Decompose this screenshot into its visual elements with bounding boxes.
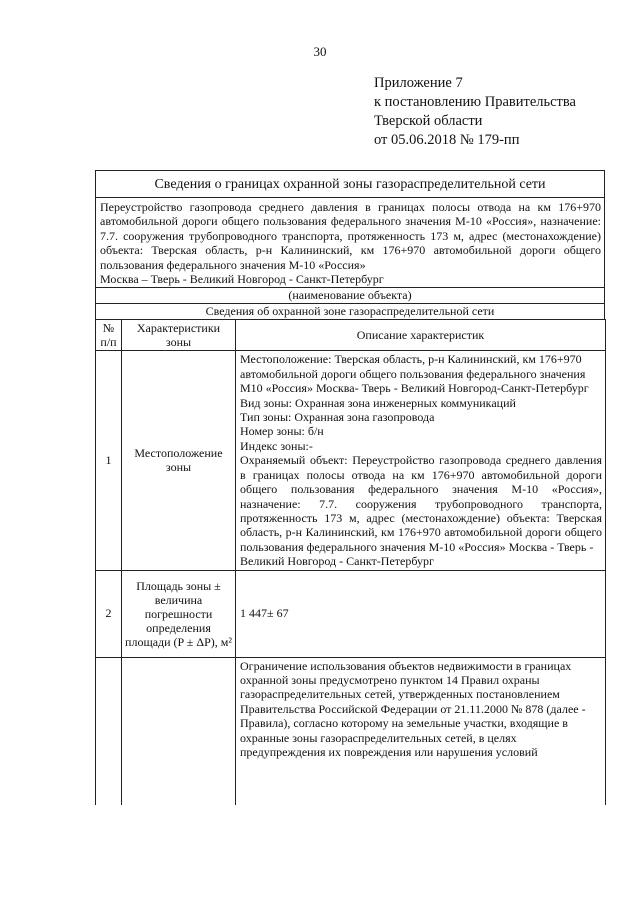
appendix-line-2: к постановлению Правительства xyxy=(374,94,576,110)
object-description-text: Переустройство газопровода среднего давления в границах полосы отвода на км 176+970 автомобильной дороги общего пользования федерального значения М-10 «Россия», назначение: 7.7. сооружения трубопроводного транспорта, протяженность 173 м, адрес (местонахождение) объекта: Тверская область, р-н Калининский, км 176+970 автомобильной дороги общего пользования федерального значения М-10 «Россия» xyxy=(100,200,601,272)
row-value: 1 447± 67 xyxy=(236,570,606,657)
header-characteristic: Характеристики зоны xyxy=(122,320,236,351)
row-number: 1 xyxy=(96,351,122,570)
zone-info-caption: Сведения об охранной зоне газораспределительной сети xyxy=(95,303,605,319)
header-number: № п/п xyxy=(96,320,122,351)
object-description-last-line: Москва – Тверь - Великий Новгород - Санкт-Петербург xyxy=(100,272,384,287)
protected-object-text: Охраняемый объект: Переустройство газопровода среднего давления в границах полосы отвода на км 176+970 автомобильной дороги общего пользования федерального значения М-10 «Россия», назначение: 7.7. сооружения трубопроводного транспорта, протяженность 173 м, адрес (местонахождение) объекта: Тверская область, р-н Калининский, км 176+970 автомобильной дороги общего пользования федерального значения М-10 «Россия» Москва - Тверь - xyxy=(240,453,602,554)
row-characteristic xyxy=(122,657,236,805)
table-header-row xyxy=(96,320,606,351)
appendix-line-4: от 05.06.2018 № 179-пп xyxy=(374,132,520,148)
row-number xyxy=(96,657,122,805)
object-name-caption: (наименование объекта) xyxy=(95,287,605,303)
page-number: 30 xyxy=(313,44,327,59)
zone-index-text: Индекс зоны:- xyxy=(240,438,313,453)
row-characteristic: Площадь зоны ± величина погрешности определения площади (P ± ΔP), м² xyxy=(122,570,236,657)
table-row xyxy=(96,570,606,657)
row-characteristic: Местоположение зоны xyxy=(122,351,236,570)
appendix-line-1: Приложение 7 xyxy=(374,75,463,91)
appendix-line-3: Тверской области xyxy=(374,113,483,129)
row-description xyxy=(236,351,606,570)
row-number: 2 xyxy=(96,570,122,657)
section-title: Сведения о границах охранной зоны газораспределительной сети xyxy=(95,170,605,197)
row-description: Ограничение использования объектов недвижимости в границах охранной зоны предусмотрено пунктом 14 Правил охраны газораспределительных сетей, утвержденных постановлением Правительства Российской Федерации от 21.11.2000 № 878 (далее - Правила), согласно которому на земельные участки, входящие в охранные зоны газораспределительных сетей, в целях предупреждения их повреждения или нарушения условий xyxy=(236,657,606,805)
table-row xyxy=(96,657,606,805)
location-text: Местоположение: Тверская область, р-н Калининский, км 176+970 автомобильной дороги общего пользования федерального значения М10 «Россия» Москва- Тверь - Великий Новгород-Санкт-Петербург xyxy=(240,352,589,396)
zone-info-form xyxy=(95,170,605,805)
protected-object-last-line: Великий Новгород - Санкт-Петербург xyxy=(240,554,434,569)
zone-characteristics-table xyxy=(95,319,606,804)
zone-number-text: Номер зоны: б/н xyxy=(240,424,324,439)
appendix-header xyxy=(374,74,576,150)
object-description xyxy=(95,197,605,287)
zone-type-text: Тип зоны: Охранная зона газопровода xyxy=(240,410,435,425)
table-row xyxy=(96,351,606,570)
zone-kind-text: Вид зоны: Охранная зона инженерных коммуникаций xyxy=(240,395,516,410)
header-description: Описание характеристик xyxy=(236,320,606,351)
